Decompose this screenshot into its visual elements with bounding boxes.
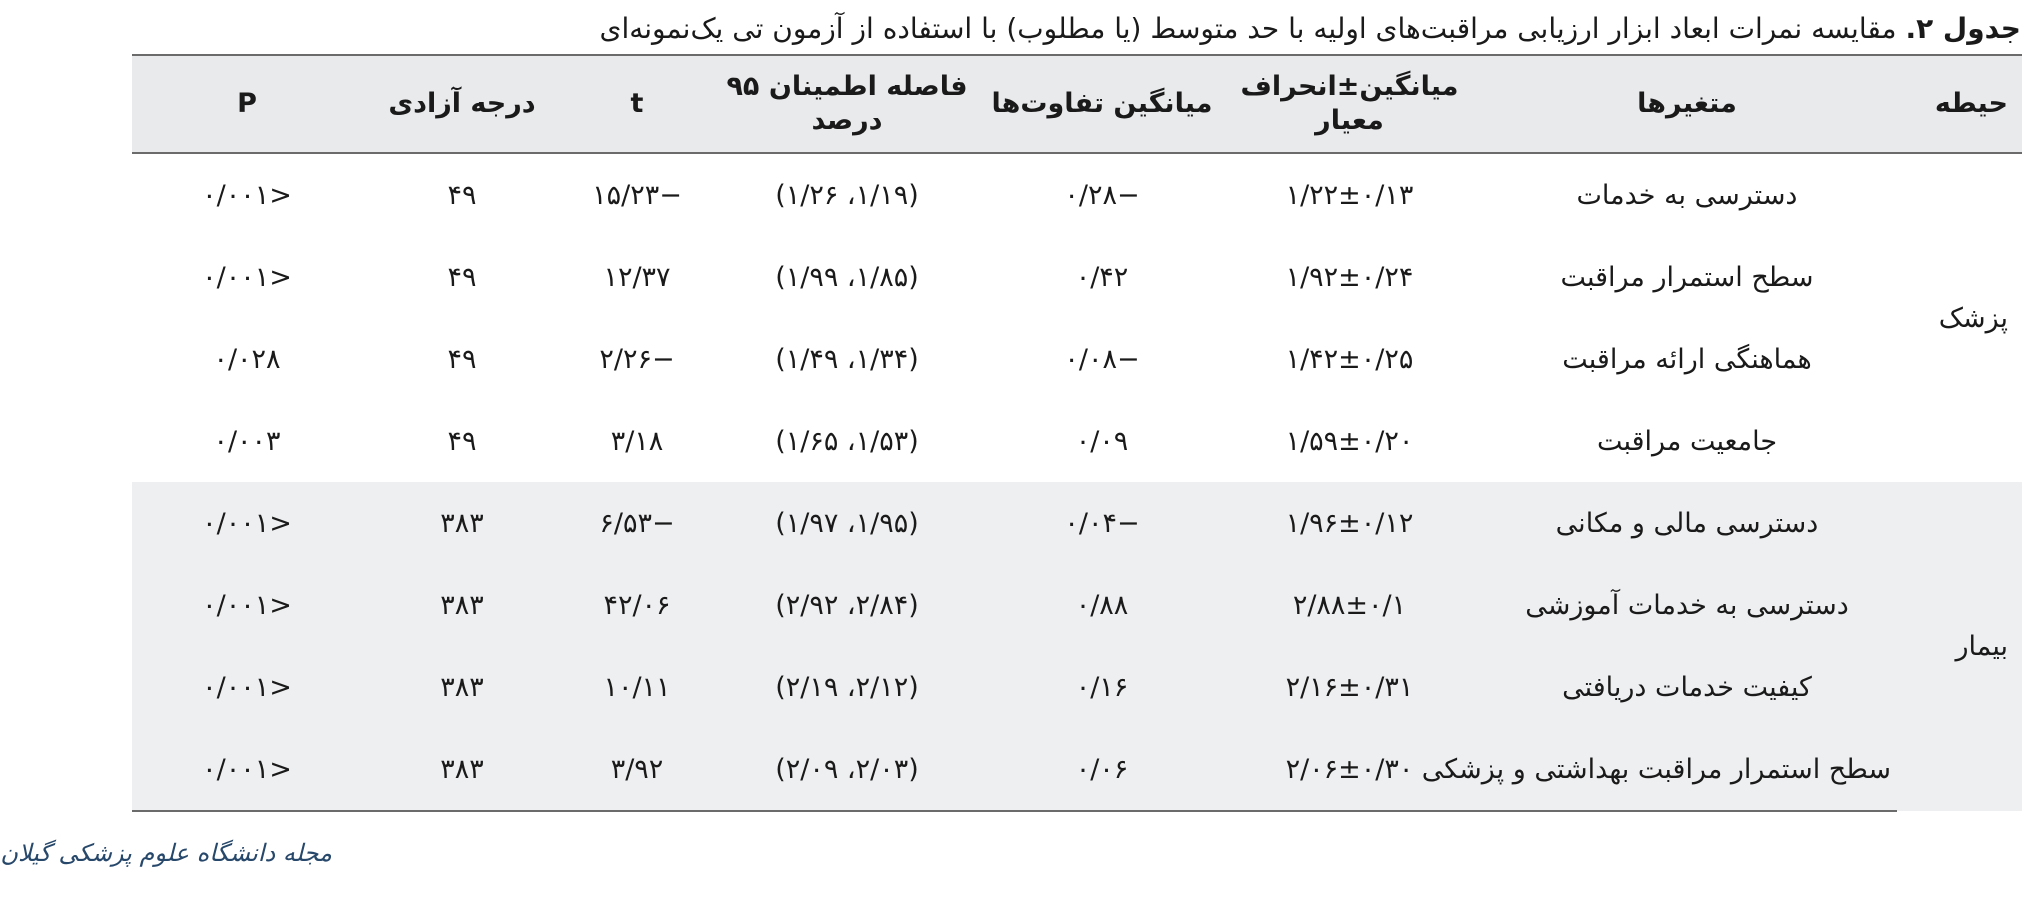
cell-df: ۳۸۳ [362,728,562,811]
cell-df: ۳۸۳ [362,482,562,564]
table-header [132,55,2022,153]
table-row [132,564,2022,646]
table-caption [130,8,2021,50]
cell-variable: هماهنگی ارائه مراقبت [1562,343,1812,375]
table-row [132,728,2022,811]
header-mean-sd: میانگین±انحراف معیار [1240,71,1459,136]
cell-variable: سطح استمرار مراقبت [1560,261,1814,293]
cell-t: −۶/۵۳ [562,482,712,564]
cell-p: <۰/۰۰۱ [202,179,292,211]
cell-ci: (۲/۸۴، ۲/۹۲) [712,564,982,646]
cell-mean-sd: ۲/۸۸±۰/۱ [1222,564,1477,646]
cell-variable: سطح استمرار مراقبت بهداشتی و پزشکی [1477,728,1897,811]
cell-df: ۴۹ [447,261,477,293]
cell-t: ۳/۹۲ [562,728,712,811]
cell-mean-sd: ۱/۹۲±۰/۲۴ [1285,261,1414,293]
cell-p: <۰/۰۰۱ [202,261,292,293]
cell-t: −۲/۲۶ [599,343,675,375]
domain-cell-physician: پزشک [1938,302,2008,334]
table-row [132,153,2022,236]
caption-label: جدول ۲. [1905,12,2021,45]
cell-mean-sd: ۱/۹۶±۰/۱۲ [1222,482,1477,564]
cell-df: ۳۸۳ [362,646,562,728]
cell-p: <۰/۰۰۱ [132,646,362,728]
comparison-table [132,54,2022,812]
cell-t: ۱۰/۱۱ [562,646,712,728]
header-t: t [630,88,644,119]
header-ci-line2: درصد [811,105,883,136]
cell-df: ۳۸۳ [362,564,562,646]
header-ci [712,55,982,153]
cell-mean-diff: ۰/۱۶ [982,646,1222,728]
cell-ci: (۱/۵۳، ۱/۶۵) [775,425,919,457]
cell-df: ۴۹ [447,425,477,457]
cell-mean-diff: ۰/۰۹ [1075,425,1129,457]
cell-ci: (۲/۰۳، ۲/۰۹) [712,728,982,811]
cell-mean-sd: ۱/۴۲±۰/۲۵ [1285,343,1414,375]
cell-p: <۰/۰۰۱ [132,564,362,646]
table-row [132,400,2022,482]
domain-cell-patient: بیمار [1897,482,2022,811]
cell-df: ۴۹ [447,343,477,375]
cell-mean-sd: ۱/۲۲±۰/۱۳ [1285,179,1414,211]
cell-t: ۱۲/۳۷ [603,261,671,293]
cell-ci: (۱/۸۵، ۱/۹۹) [775,261,919,293]
cell-variable: دسترسی به خدمات [1576,179,1798,211]
table-row [132,646,2022,728]
cell-ci: (۲/۱۲، ۲/۱۹) [712,646,982,728]
cell-p: <۰/۰۰۱ [132,482,362,564]
table-row [132,482,2022,564]
table-row [132,236,2022,318]
cell-p: <۰/۰۰۱ [132,728,362,811]
header-df: درجه آزادی [388,88,536,119]
cell-mean-diff: ۰/۰۶ [982,728,1222,811]
cell-p: ۰/۰۰۳ [213,425,281,457]
cell-df: ۴۹ [447,179,477,211]
cell-mean-diff: ۰/۸۸ [982,564,1222,646]
cell-t: ۳/۱۸ [610,425,664,457]
header-row [132,55,2022,153]
cell-variable: دسترسی مالی و مکانی [1477,482,1897,564]
cell-mean-sd: ۱/۵۹±۰/۲۰ [1285,425,1414,457]
cell-ci: (۱/۱۹، ۱/۲۶) [775,179,919,211]
journal-logo: مجله دانشگاه علوم پزشکی گیلان [0,839,332,867]
header-p: P [237,88,257,119]
cell-ci: (۱/۹۵، ۱/۹۷) [712,482,982,564]
cell-t: −۱۵/۲۳ [592,179,682,211]
cell-mean-sd: ۲/۰۶±۰/۳۰ [1222,728,1477,811]
cell-p: ۰/۰۲۸ [213,343,281,375]
cell-variable: کیفیت خدمات دریافتی [1477,646,1897,728]
header-mean-diff: میانگین تفاوت‌ها [991,88,1213,119]
cell-ci: (۱/۳۴، ۱/۴۹) [775,343,919,375]
cell-mean-diff: −۰/۰۴ [982,482,1222,564]
cell-t: ۴۲/۰۶ [562,564,712,646]
table-row [132,318,2022,400]
cell-mean-diff: ۰/۴۲ [1075,261,1129,293]
cell-mean-diff: −۰/۰۸ [1064,343,1140,375]
table-body [132,153,2022,811]
cell-variable: جامعیت مراقبت [1596,425,1778,457]
cell-mean-diff: −۰/۲۸ [1064,179,1140,211]
cell-mean-sd: ۲/۱۶±۰/۳۱ [1222,646,1477,728]
header-ci-line1: فاصله اطمینان ۹۵ [726,71,968,102]
header-domain: حیطه [1934,88,2008,119]
cell-variable: دسترسی به خدمات آموزشی [1477,564,1897,646]
caption-text: مقایسه نمرات ابعاد ابزار ارزیابی مراقبت‌های اولیه با حد متوسط (یا مطلوب) با استفاده از آزمون تی یک‌نمونه‌ای [599,12,1906,45]
header-variables: متغیرها [1637,88,1737,119]
